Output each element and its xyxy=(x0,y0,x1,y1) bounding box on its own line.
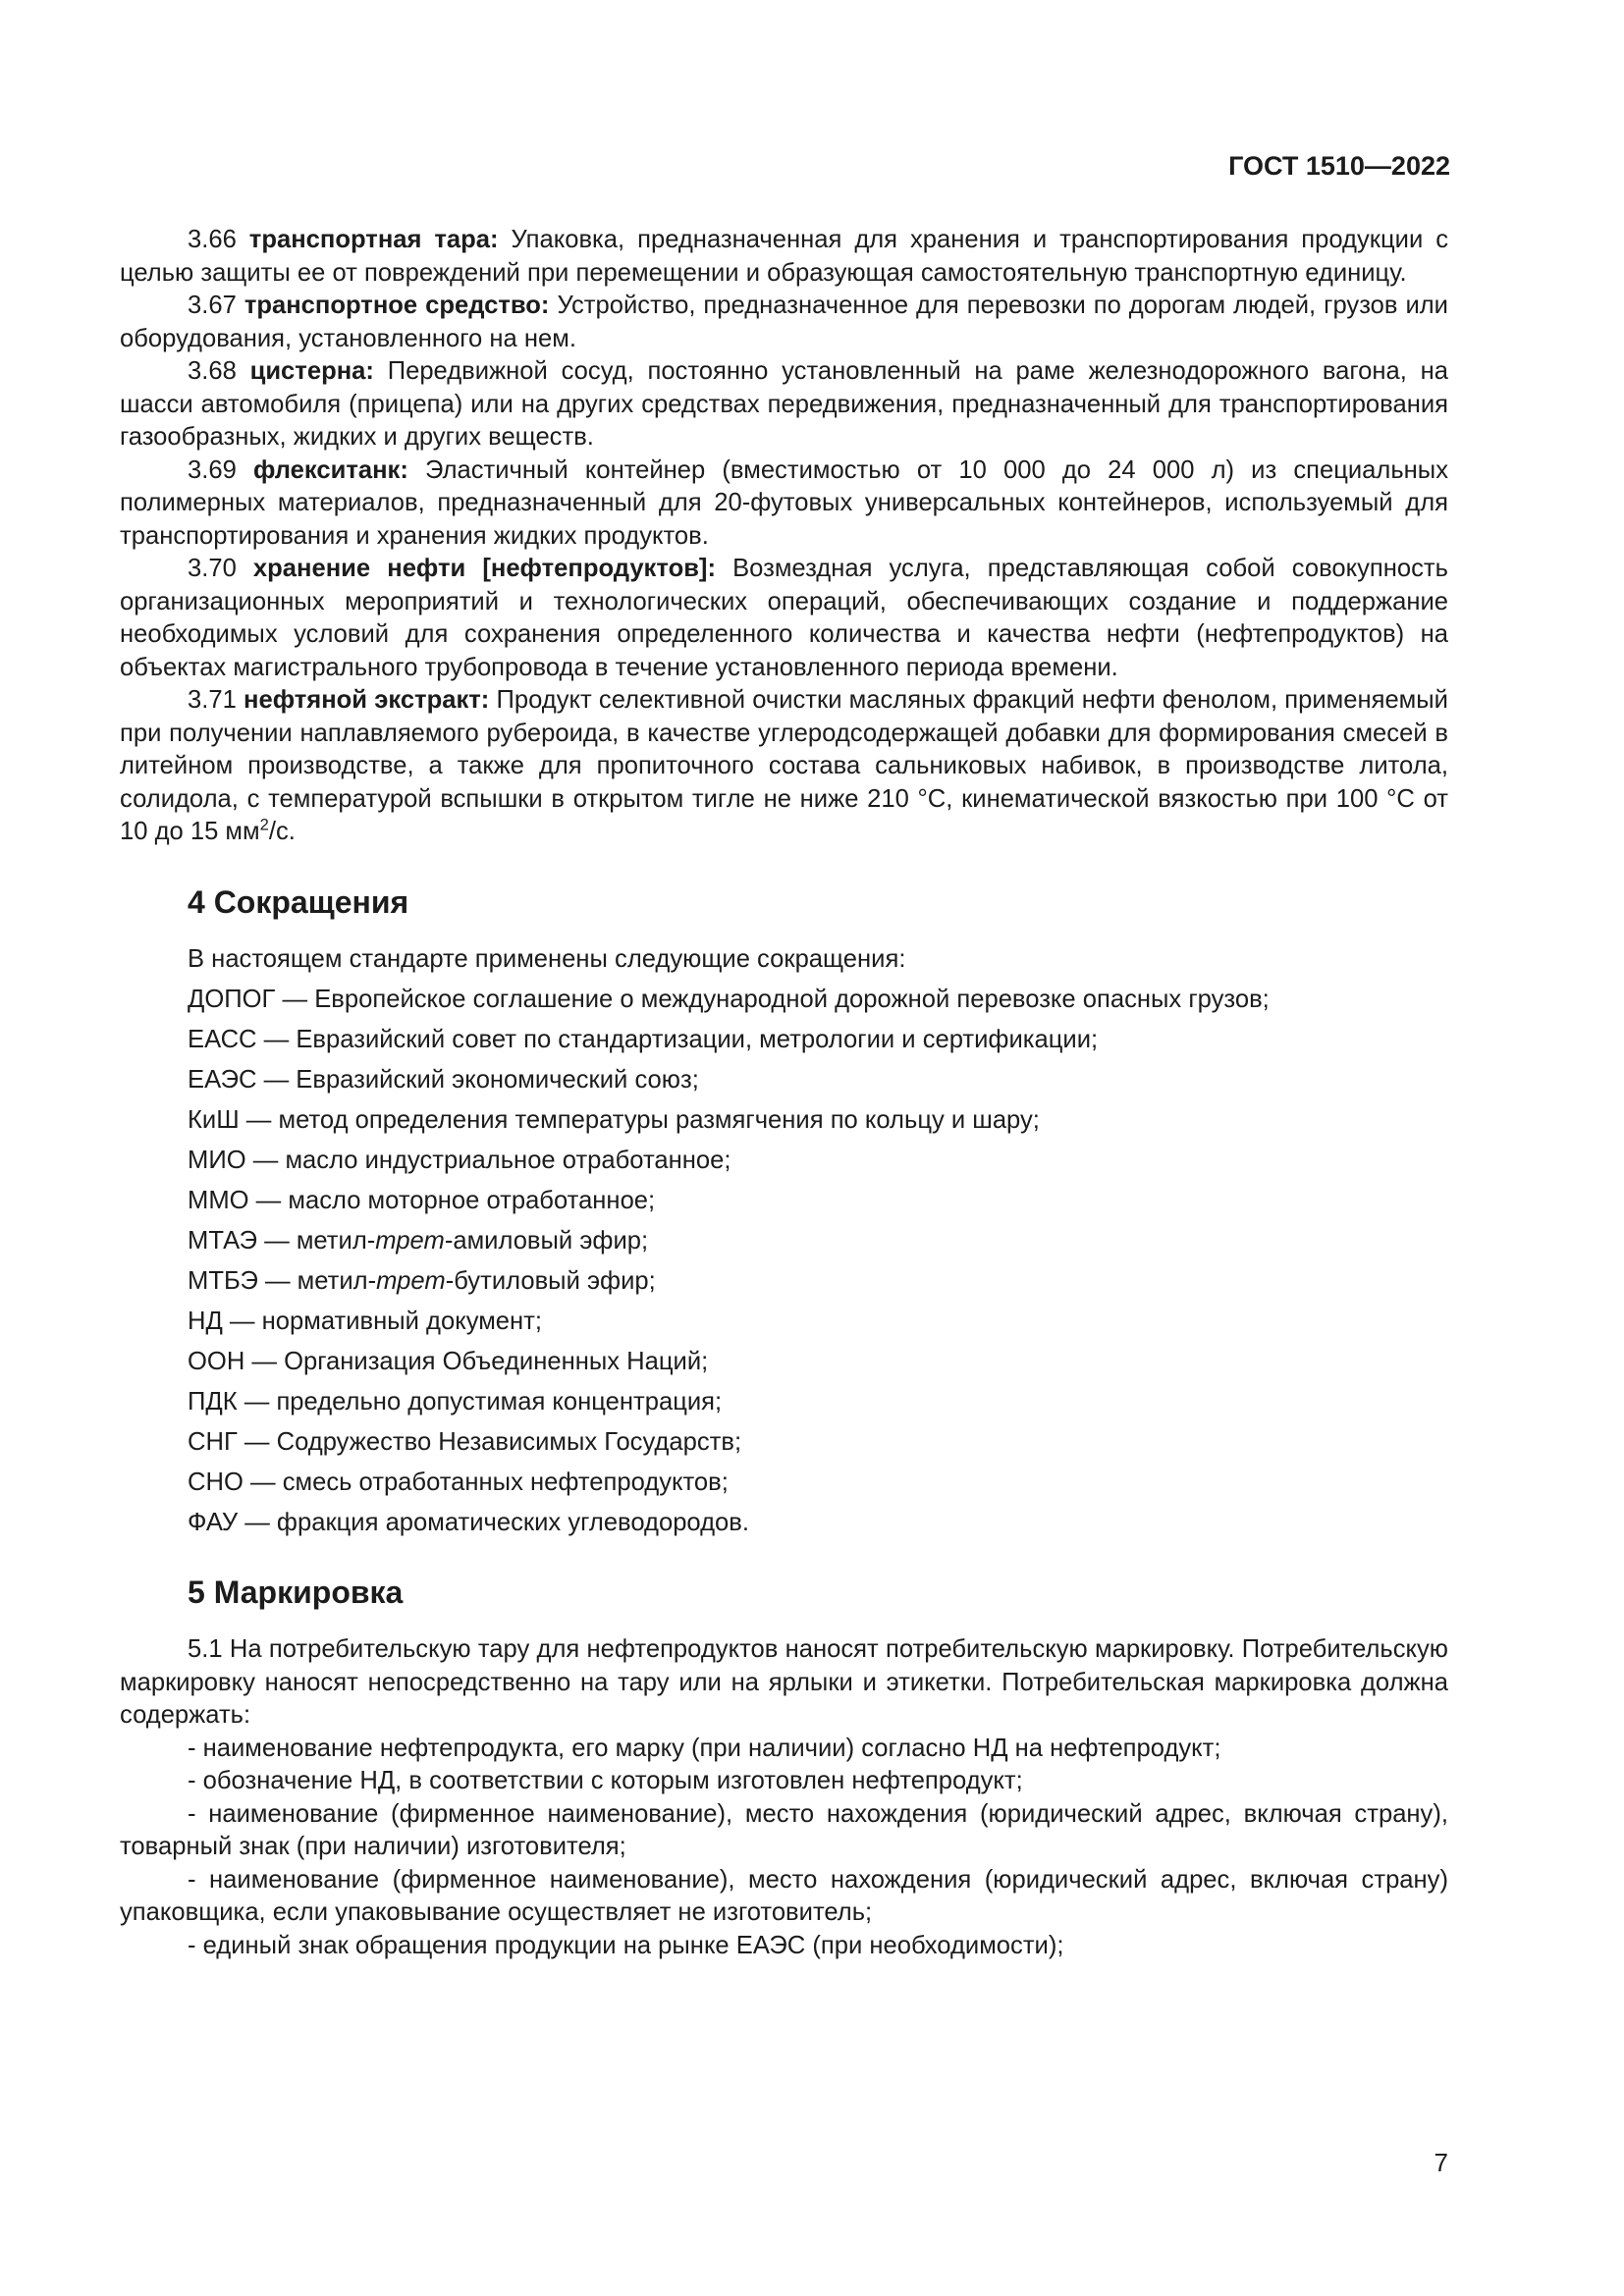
definition-text: Продукт селективной очистки масляных фракций нефти фенолом, применяемый при получении наплавляемого рубероида, в качестве углеродсодержащей добавки для формирования смесей в литейном производстве, а также для пропиточного состава сальниковых набивок, в производстве литола, солидола, с температурой вспышки в открытом тигле не ниже 210 °C, кинематической вязкостью при 100 °C от 10 до 15 мм xyxy=(120,686,1448,845)
abbreviation-text: ПДК — предельно допустимая концентрация; xyxy=(188,1388,723,1415)
abbreviation-text: ММО — масло моторное отработанное; xyxy=(188,1187,656,1214)
abbreviation-item xyxy=(120,1185,1448,1217)
abbreviation-text-tail: -бутиловый эфир; xyxy=(445,1267,656,1295)
abbreviation-text: ФАУ — фракция ароматических углеводородов. xyxy=(188,1509,749,1536)
definition-text: Эластичный контейнер (вместимостью от 10 000 до 24 000 л) из специальных полимерных материалов, предназначенный для 20-футовых универсальных контейнеров, используемый для транспортирования и хранения жидких продуктов. xyxy=(120,455,1448,550)
document-header: ГОСТ 1510—2022 xyxy=(1228,151,1450,181)
abbreviation-text-tail: -амиловый эфир; xyxy=(444,1227,649,1255)
abbreviation-text: НД — нормативный документ; xyxy=(188,1308,543,1335)
abbreviation-item xyxy=(120,1024,1448,1056)
definition-term: нефтяной экстракт: xyxy=(244,686,490,714)
list-item: - наименование (фирменное наименование), место нахождения (юридический адрес, включая страну) упаковщика, если упаковывание осуществляет не изготовитель; xyxy=(120,1865,1448,1926)
abbreviation-item xyxy=(120,1265,1448,1298)
abbreviation-italic: трет xyxy=(375,1227,445,1255)
abbreviation-text: МТБЭ — метил- xyxy=(188,1267,377,1295)
definition-term: транспортная тара: xyxy=(248,226,499,253)
abbreviations-list xyxy=(120,984,1448,1539)
definition-term: транспортное средство: xyxy=(244,292,550,319)
abbreviation-text: ООН — Организация Объединенных Наций; xyxy=(188,1348,709,1375)
superscript: 2 xyxy=(259,815,269,834)
abbreviation-item xyxy=(120,1306,1448,1338)
list-item: - наименование (фирменное наименование), место нахождения (юридический адрес, включая страну), товарный знак (при наличии) изготовителя; xyxy=(120,1799,1448,1860)
abbreviation-text: МИО — масло индустриальное отработанное; xyxy=(188,1147,731,1174)
definition-term: флекситанк: xyxy=(252,455,408,484)
definition-number: 3.68 xyxy=(188,357,237,385)
definition-number: 3.71 xyxy=(188,686,237,714)
definition-3-68 xyxy=(120,355,1448,454)
definition-3-67 xyxy=(120,290,1448,355)
definition-number: 3.67 xyxy=(188,292,237,319)
abbreviation-text: СНО — смесь отработанных нефтепродуктов; xyxy=(188,1468,729,1496)
abbreviation-item xyxy=(120,984,1448,1016)
abbreviation-text: ЕАЭС — Евразийский экономический союз; xyxy=(188,1066,699,1094)
abbreviation-text: ДОПОГ — Европейское соглашение о международной дорожной перевозке опасных грузов; xyxy=(188,986,1270,1013)
definition-text: Передвижной сосуд, постоянно установленный на раме железнодорожного вагона, на шасси автомобиля (прицепа) или на других средствах передвижения, предназначенный для транспортирования газообразных, жидких и других веществ. xyxy=(120,357,1448,451)
abbreviation-item xyxy=(120,1507,1448,1539)
abbreviation-item xyxy=(120,1104,1448,1137)
abbreviation-item xyxy=(120,1225,1448,1257)
definition-term: цистерна: xyxy=(249,357,374,385)
definition-text-tail: /с. xyxy=(268,818,296,845)
definition-number: 3.70 xyxy=(188,555,237,582)
section-5-title: 5 Маркировка xyxy=(188,1575,404,1610)
abbreviation-item xyxy=(120,1426,1448,1459)
section-5-paragraph-5-1: 5.1 На потребительскую тару для нефтепродуктов наносят потребительскую маркировку. Потребительскую маркировку наносят непосредственно на тару или на ярлыки и этикетки. Потребительская маркировка должна содержать: xyxy=(120,1635,1448,1729)
abbreviation-italic: трет xyxy=(376,1267,446,1295)
marking-requirements-list xyxy=(120,1733,1448,1963)
abbreviation-item xyxy=(120,1346,1448,1378)
definition-3-71 xyxy=(120,684,1448,849)
definition-text: Возмездная услуга, представляющая собой совокупность организационных мероприятий и технологических операций, обеспечивающих создание и поддержание необходимых условий для сохранения определенного количества и качества нефти (нефтепродуктов) на объектах магистрального трубопровода в течение установленного периода времени. xyxy=(120,555,1448,681)
definition-number: 3.66 xyxy=(188,226,237,253)
abbreviation-item xyxy=(120,1386,1448,1418)
definition-3-66 xyxy=(120,224,1448,290)
definition-term: хранение нефти [нефтепродуктов]: xyxy=(252,555,716,582)
list-item: - единый знак обращения продукции на рынке ЕАЭС (при необходимости); xyxy=(188,1931,1064,1959)
definition-number: 3.69 xyxy=(188,455,237,484)
abbreviation-text: КиШ — метод определения температуры размягчения по кольцу и шару; xyxy=(188,1106,1040,1134)
abbreviation-item xyxy=(120,1145,1448,1177)
list-item: - обозначение НД, в соответствии с которым изготовлен нефтепродукт; xyxy=(188,1767,1023,1794)
abbreviation-text: МТАЭ — метил- xyxy=(188,1227,376,1255)
definition-3-70 xyxy=(120,553,1448,684)
definition-text: Устройство, предназначенное для перевозки по дорогам людей, грузов или оборудования, установленного на нем. xyxy=(120,292,1448,352)
section-4-title: 4 Сокращения xyxy=(188,883,409,920)
abbreviation-item xyxy=(120,1467,1448,1499)
page-content xyxy=(120,224,1448,1962)
abbreviation-text: ЕАСС — Евразийский совет по стандартизации, метрологии и сертификации; xyxy=(188,1026,1099,1053)
abbreviations-intro: В настоящем стандарте применены следующие сокращения: xyxy=(188,944,906,973)
page-number: 7 xyxy=(1434,2148,1448,2177)
definition-text: Упаковка, предназначенная для хранения и транспортирования продукции с целью защиты ее от повреждений при перемещении и образующая самостоятельную транспортную единицу. xyxy=(120,226,1448,287)
abbreviation-text: СНГ — Содружество Независимых Государств; xyxy=(188,1428,742,1456)
definition-3-69 xyxy=(120,454,1448,554)
abbreviation-item xyxy=(120,1064,1448,1096)
list-item: - наименование нефтепродукта, его марку (при наличии) согласно НД на нефтепродукт; xyxy=(188,1734,1221,1762)
